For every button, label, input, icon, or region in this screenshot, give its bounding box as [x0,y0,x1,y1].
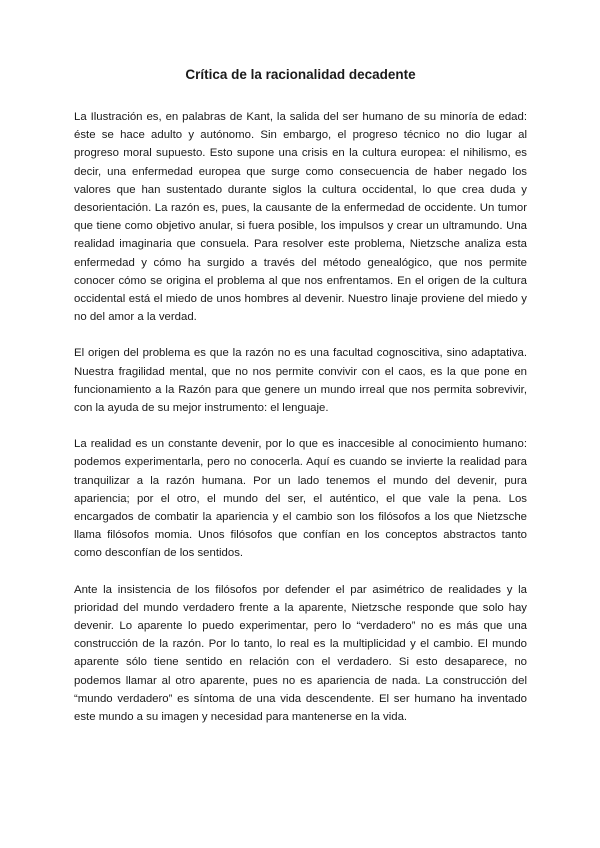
paragraph-ilustracion: La Ilustración es, en palabras de Kant, la salida del ser humano de su minoría de edad: éste se hace adulto y autónomo. Sin embargo, el progreso técnico no dio lugar al progreso moral supuesto. Esto supone una crisis en la cultura europea: el nihilismo, es decir, una enfermedad europea que surge como consecuencia de haber negado los valores que han sustentado durante siglos la cultura occidental, lo que crea duda y desorientación. La razón es, pues, la causante de la enfermedad de occidente. Un tumor que tiene como objetivo anular, si fuera posible, los impulsos y crear un ultramundo. Una realidad imaginaria que consuela. Para resolver este problema, Nietzsche analiza esta enfermedad y cómo ha surgido a través del método genealógico, que nos permite conocer cómo se origina el problema al que nos enfrentamos. En el origen de la cultura occidental está el miedo de unos hombres al devenir. Nuestro linaje proviene del miedo y no del amor a la verdad. [74,111,527,324]
paragraph-realidad-devenir: La realidad es un constante devenir, por lo que es inaccesible al conocimiento humano: podemos experimentarla, pero no conocerla. Aquí es cuando se invierte la realidad para tranquilizar a la razón humana. Por un lado tenemos el mundo del devenir, pura apariencia; por el otro, el mundo del ser, el auténtico, el que vale la pena. Los encargados de combatir la apariencia y el cambio son los filósofos a los que Nietzsche llama filósofos momia. Unos filósofos que confían en los conceptos abstractos tanto como desconfían de los sentidos. [74,438,527,560]
paragraph-mundo-verdadero: Ante la insistencia de los filósofos por defender el par asimétrico de realidades y la prioridad del mundo verdadero frente a la aparente, Nietzsche responde que solo hay devenir. Lo aparente lo puedo experimentar, pero lo “verdadero” no es más que una construcción de la razón. Por lo tanto, lo real es la multiplicidad y el cambio. El mundo aparente sólo tiene sentido en relación con el verdadero. Si esto desaparece, no podemos llamar al otro aparente, pues no es apariencia de nada. La construcción del “mundo verdadero” es síntoma de una vida descendente. El ser humano ha inventado este mundo a su imagen y necesidad para mantenerse en la vida. [74,583,527,724]
paragraph-origen-problema: El origen del problema es que la razón no es una facultad cognoscitiva, sino adaptativa. Nuestra fragilidad mental, que no nos permite convivir con el caos, es la que pone en funcionamiento a la Razón para que genere un mundo irreal que nos permita sobrevivir, con la ayuda de su mejor instrumento: el lenguaje. [74,347,527,415]
document-page [74,66,527,726]
document-title: Crítica de la racionalidad decadente [185,67,416,82]
